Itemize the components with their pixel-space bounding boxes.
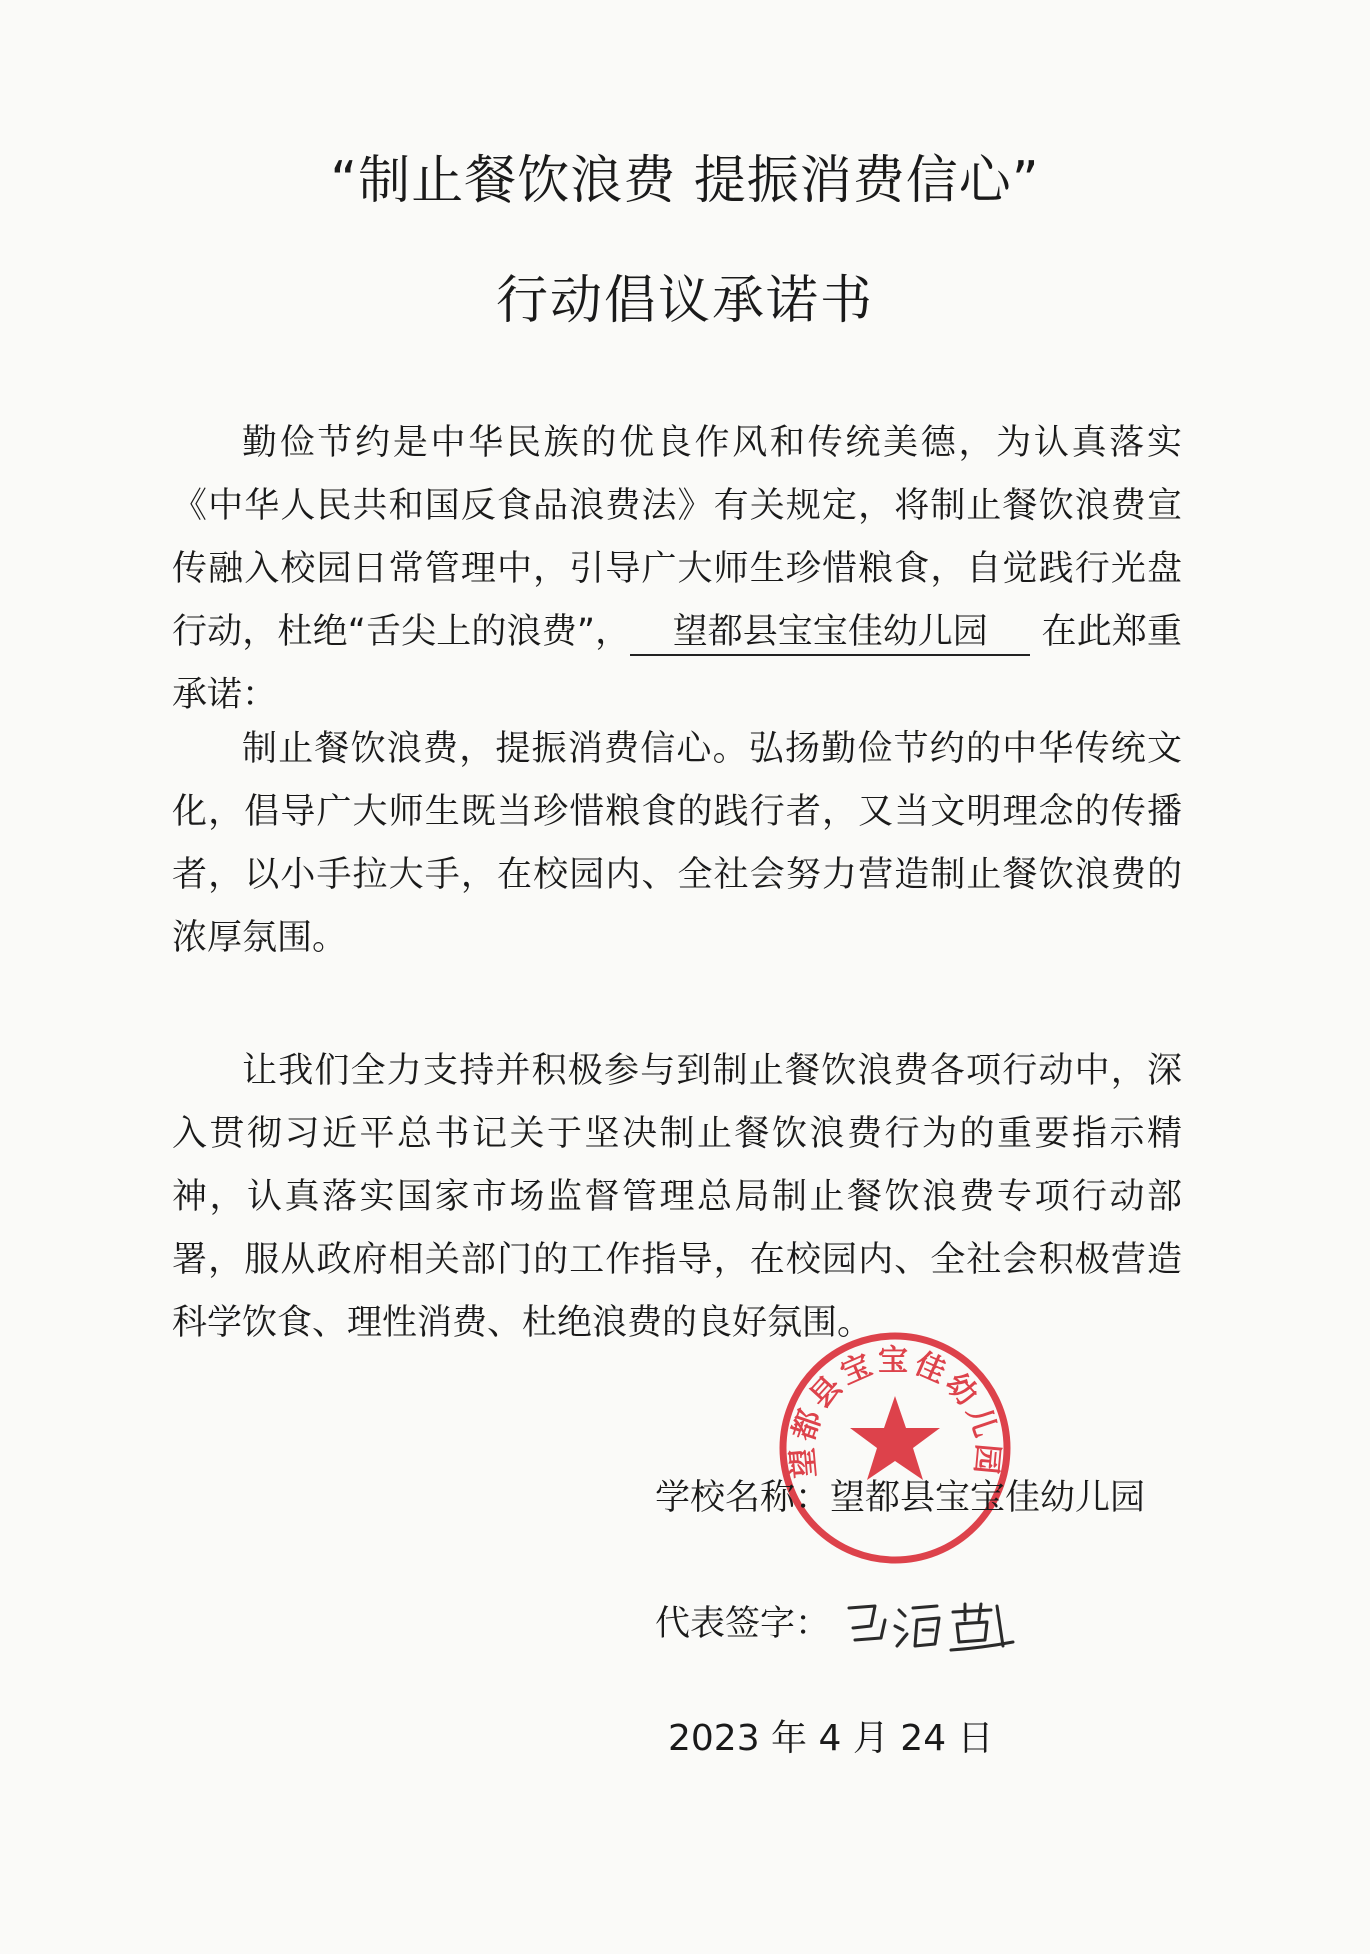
official-seal-stamp (775, 1328, 1015, 1568)
document-date: 2023 年 4 月 24 日 (668, 1718, 994, 1759)
school-name-value: 望都县宝宝佳幼儿园 (830, 1478, 1146, 1518)
title-line-1: “制止餐饮浪费 提振消费信心” (330, 151, 1040, 211)
handwritten-signature (841, 1590, 1021, 1660)
representative-label: 代表签字： (655, 1604, 831, 1644)
representative-signature-row (655, 1590, 1021, 1660)
seal-star-icon (850, 1396, 940, 1480)
school-name-fill: 望都县宝宝佳幼儿园 (630, 610, 1030, 656)
paragraph-3: 让我们全力支持并积极参与到制止餐饮浪费各项行动中，深入贯彻习近平总书记关于坚决制止餐饮浪费行为的重要指示精神，认真落实国家市场监督管理总局制止餐饮浪费专项行动部署，服从政府相关部门的工作指导，在校园内、全社会积极营造科学饮食、理性消费、杜绝浪费的良好氛围。 (172, 1051, 1182, 1343)
paragraph-1-tail: 在此郑重承诺： (172, 612, 1182, 715)
paragraph-1 (172, 412, 1182, 727)
seal-text: 望都县宝宝佳幼儿园 (784, 1343, 1006, 1480)
paragraph-2: 制止餐饮浪费，提振消费信心。弘扬勤俭节约的中华传统文化，倡导广大师生既当珍惜粮食的践行者，又当文明理念的传播者，以小手拉大手，在校园内、全社会努力营造制止餐饮浪费的浓厚氛围。 (172, 729, 1182, 958)
school-name-row (655, 1470, 1145, 1520)
title-line-2: 行动倡议承诺书 (495, 271, 874, 331)
school-name-label: 学校名称： (655, 1478, 831, 1518)
paragraph-1-text: 勤俭节约是中华民族的优良作风和传统美德，为认真落实《中华人民共和国反食品浪费法》有关规定，将制止餐饮浪费宣传融入校园日常管理中，引导广大师生珍惜粮食，自觉践行光盘行动，杜绝“舌尖上的浪费”， (172, 423, 1182, 652)
